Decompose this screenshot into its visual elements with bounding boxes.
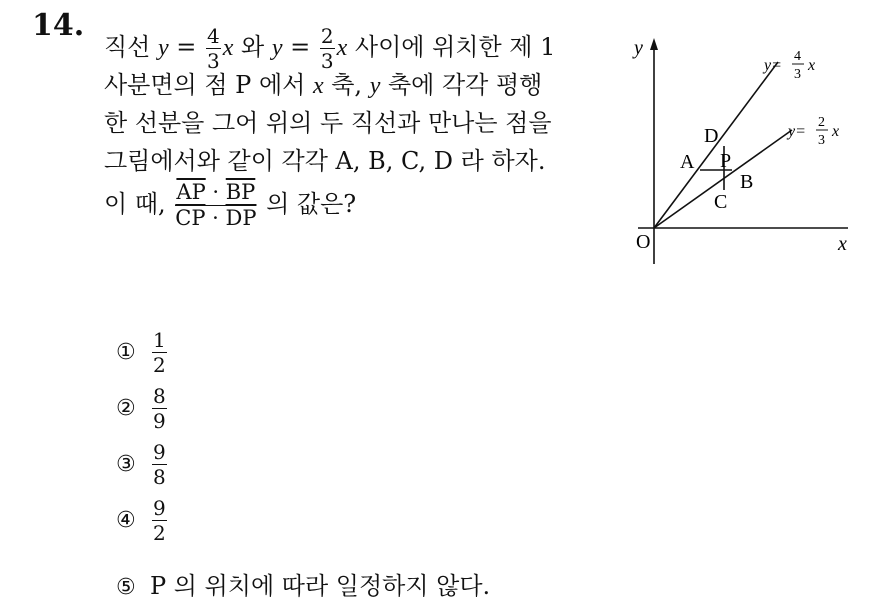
equals-sign: = [282,33,318,61]
svg-text:3: 3 [818,133,825,148]
point-label-p: P [720,150,732,172]
var-x: x [312,73,324,99]
stem-line-4: 그림에서와 같이 각각 A, B, C, D 라 하자. [104,147,546,175]
svg-text:y=: y= [764,57,782,74]
choice-4[interactable]: ④ $\frac{9}{2}$ [116,496,166,545]
label-line-2-3 [786,115,839,148]
choice-1[interactable]: ① $\frac{1}{2}$ [116,328,166,377]
ratio-fraction: $\frac{\overline{AP} \cdot \overline{BP}}{\overline{CP} \cdot \overline{DP}}$ [175,180,257,230]
svg-text:2: 2 [818,115,825,130]
question-number: 14. [32,8,85,43]
choice-2[interactable]: ② $\frac{8}{9}$ [116,384,166,433]
stem-line-5: 이 때, $\frac{\overline{AP} \cdot \overline{BP}}{\overline{CP} \cdot \overline{DP}}$ 의 값은? [104,180,357,230]
choice-3[interactable]: ③ $\frac{9}{8}$ [116,440,166,489]
stem-line-2: 사분면의 점 P 에서 x 축, y 축에 각각 평행 [104,71,543,99]
point-label-d: D [704,125,719,147]
choice-5[interactable]: ⑤ P 의 위치에 따라 일정하지 않다. [116,572,491,600]
var-x: x [336,35,348,61]
var-y: y [369,73,381,99]
point-label-b: B [740,171,754,193]
stem-text: 사이에 위치한 제 1 [347,33,556,61]
stem-line-1 [104,26,555,71]
point-label-c: C [714,191,728,213]
fraction-4-3: $\frac{4}{3}$ [207,24,220,73]
var-x: x [222,35,234,61]
stem-line-3: 한 선분을 그어 위의 두 직선과 만나는 점을 [104,109,552,137]
y-axis-arrow [650,38,658,50]
equals-sign: = [168,33,205,61]
var-y: y [271,35,283,61]
axis-label-x: x [838,233,847,255]
var-y: y [158,35,169,61]
coordinate-figure [608,34,868,274]
stem-text: 직선 [104,33,158,61]
svg-text:3: 3 [794,67,801,82]
svg-text:4: 4 [794,49,801,64]
svg-text:x: x [832,123,840,140]
line-y-2-3x [654,130,792,228]
label-line-4-3 [762,49,815,82]
stem-text: 와 [233,33,272,61]
point-label-a: A [680,151,695,173]
svg-text:x: x [808,57,816,74]
fraction-2-3: $\frac{2}{3}$ [320,24,334,73]
origin-label: O [636,231,651,253]
axis-label-y: y [634,37,643,59]
svg-text:y=: y= [788,123,806,140]
